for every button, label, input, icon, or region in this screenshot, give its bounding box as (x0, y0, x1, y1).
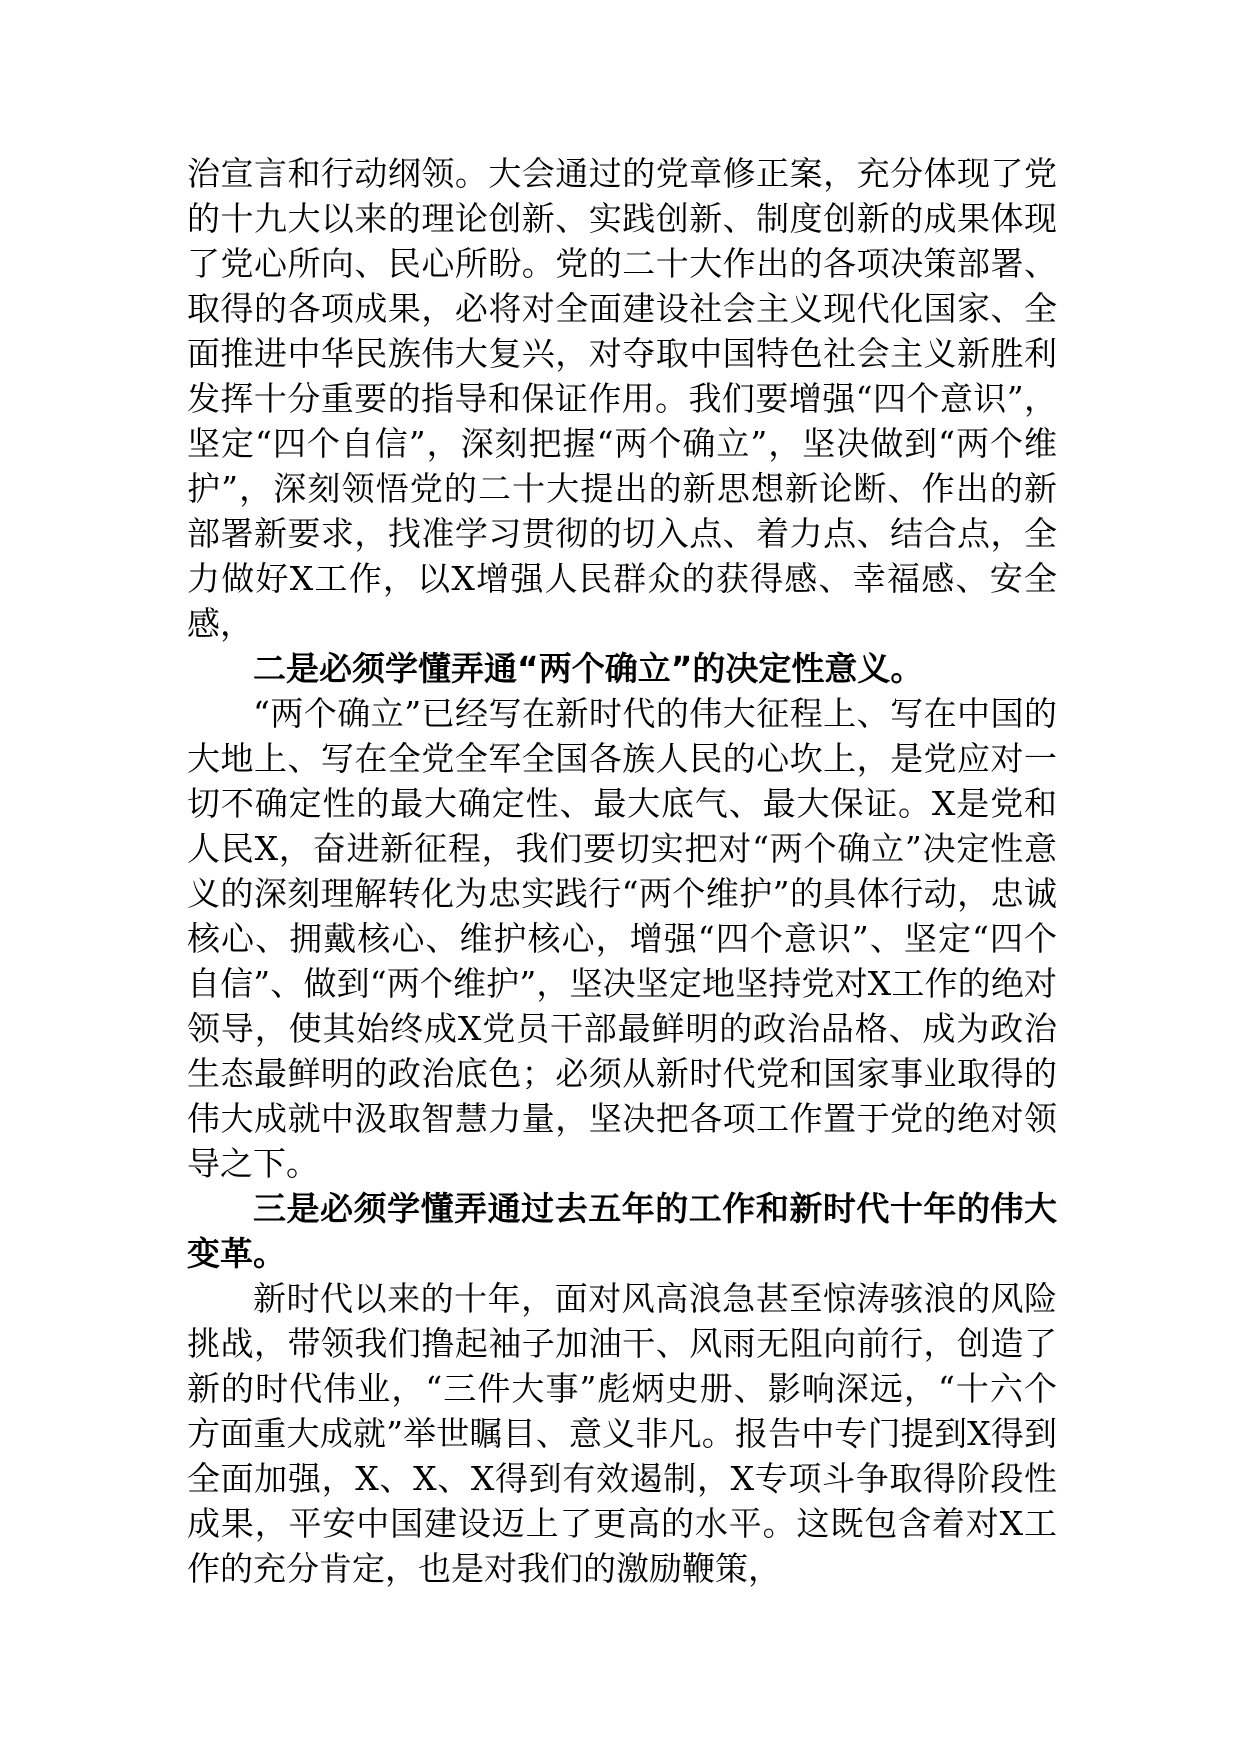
document-body (187, 151, 1057, 1591)
section-heading-3: 三是必须学懂弄通过去五年的工作和新时代十年的伟大变革。 (187, 1189, 1057, 1273)
body-paragraph-3: 新时代以来的十年，面对风高浪急甚至惊涛骇浪的风险挑战，带领我们撸起袖子加油干、风雨无阻向前行，创造了新的时代伟业，“三件大事”彪炳史册、影响深远，“十六个方面重大成就”举世瞩目、意义非凡。报告中专门提到X得到全面加强，X、X、X得到有效遏制，X专项斗争取得阶段性成果，平安中国建设迈上了更高的水平。这既包含着对X工作的充分肯定，也是对我们的激励鞭策， (187, 1279, 1057, 1588)
body-paragraph-1: 治宣言和行动纲领。大会通过的党章修正案，充分体现了党的十九大以来的理论创新、实践创新、制度创新的成果体现了党心所向、民心所盼。党的二十大作出的各项决策部署、取得的各项成果，必将对全面建设社会主义现代化国家、全面推进中华民族伟大复兴，对夺取中国特色社会主义新胜利发挥十分重要的指导和保证作用。我们要增强“四个意识”，坚定“四个自信”，深刻把握“两个确立”，坚决做到“两个维护”，深刻领悟党的二十大提出的新思想新论断、作出的新部署新要求，找准学习贯彻的切入点、着力点、结合点，全力做好X工作，以X增强人民群众的获得感、幸福感、安全感， (187, 154, 1057, 643)
body-paragraph-2: “两个确立”已经写在新时代的伟大征程上、写在中国的大地上、写在全党全军全国各族人民的心坎上，是党应对一切不确定性的最大确定性、最大底气、最大保证。X是党和人民X，奋进新征程，我们要切实把对“两个确立”决定性意义的深刻理解转化为忠实践行“两个维护”的具体行动，忠诚核心、拥戴核心、维护核心，增强“四个意识”、坚定“四个自信”、做到“两个维护”，坚决坚定地坚持党对X工作的绝对领导，使其始终成X党员干部最鲜明的政治品格、成为政治生态最鲜明的政治底色；必须从新时代党和国家事业取得的伟大成就中汲取智慧力量，坚决把各项工作置于党的绝对领导之下。 (187, 694, 1058, 1183)
section-heading-2: 二是必须学懂弄通“两个确立”的决定性意义。 (253, 649, 924, 688)
